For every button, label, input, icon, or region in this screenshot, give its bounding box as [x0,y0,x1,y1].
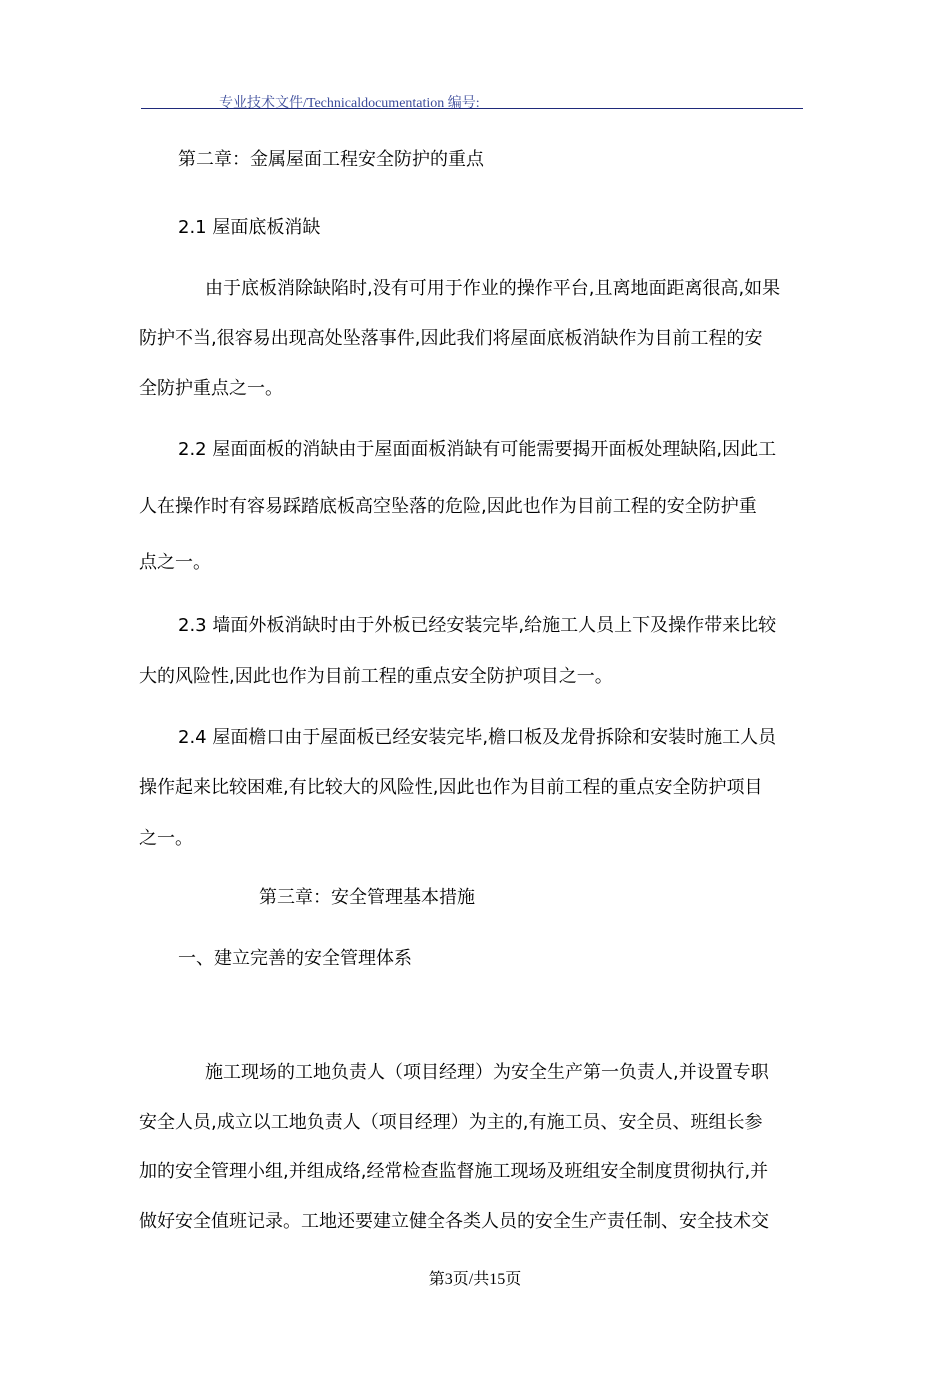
paragraph-line: 防护不当,很容易出现高处坠落事件,因此我们将屋面底板消缺作为目前工程的安 [139,328,763,349]
paragraph-line: 全防护重点之一。 [139,378,283,399]
paragraph-line: 2.4 屋面檐口由于屋面板已经安装完毕,檐口板及龙骨拆除和安装时施工人员 [178,727,777,748]
paragraph-line: 加的安全管理小组,并组成络,经常检查监督施工现场及班组安全制度贯彻执行,并 [139,1161,769,1182]
page-header [141,88,803,109]
paragraph-line: 大的风险性,因此也作为目前工程的重点安全防护项目之一。 [139,666,613,687]
paragraph-line: 点之一。 [139,552,211,573]
paragraph-line: 施工现场的工地负责人（项目经理）为安全生产第一负责人,并设置专职 [205,1062,769,1083]
chapter-2-title: 第二章：金属屋面工程安全防护的重点 [178,149,484,170]
paragraph-line: 2.2 屋面面板的消缺由于屋面面板消缺有可能需要揭开面板处理缺陷,因此工 [178,439,777,460]
paragraph-line: 之一。 [139,828,193,849]
paragraph-line: 安全人员,成立以工地负责人（项目经理）为主的,有施工员、安全员、班组长参 [139,1112,763,1133]
header-text: 专业技术文件/Technicaldocumentation 编号: [219,96,480,111]
paragraph-line: 做好安全值班记录。工地还要建立健全各类人员的安全生产责任制、安全技术交 [139,1211,769,1232]
paragraph-line: 操作起来比较困难,有比较大的风险性,因此也作为目前工程的重点安全防护项目 [139,777,763,798]
paragraph-line: 人在操作时有容易踩踏底板高空坠落的危险,因此也作为目前工程的安全防护重 [139,496,757,517]
paragraph-line: 2.3 墙面外板消缺时由于外板已经安装完毕,给施工人员上下及操作带来比较 [178,615,777,636]
paragraph-line: 由于底板消除缺陷时,没有可用于作业的操作平台,且离地面距离很高,如果 [205,278,781,299]
page-number: 第3页/共15页 [428,1271,522,1288]
section-1-heading: 一、建立完善的安全管理体系 [178,948,412,969]
section-2-1-heading: 2.1 屋面底板消缺 [178,217,321,238]
chapter-3-title: 第三章：安全管理基本措施 [259,887,475,908]
